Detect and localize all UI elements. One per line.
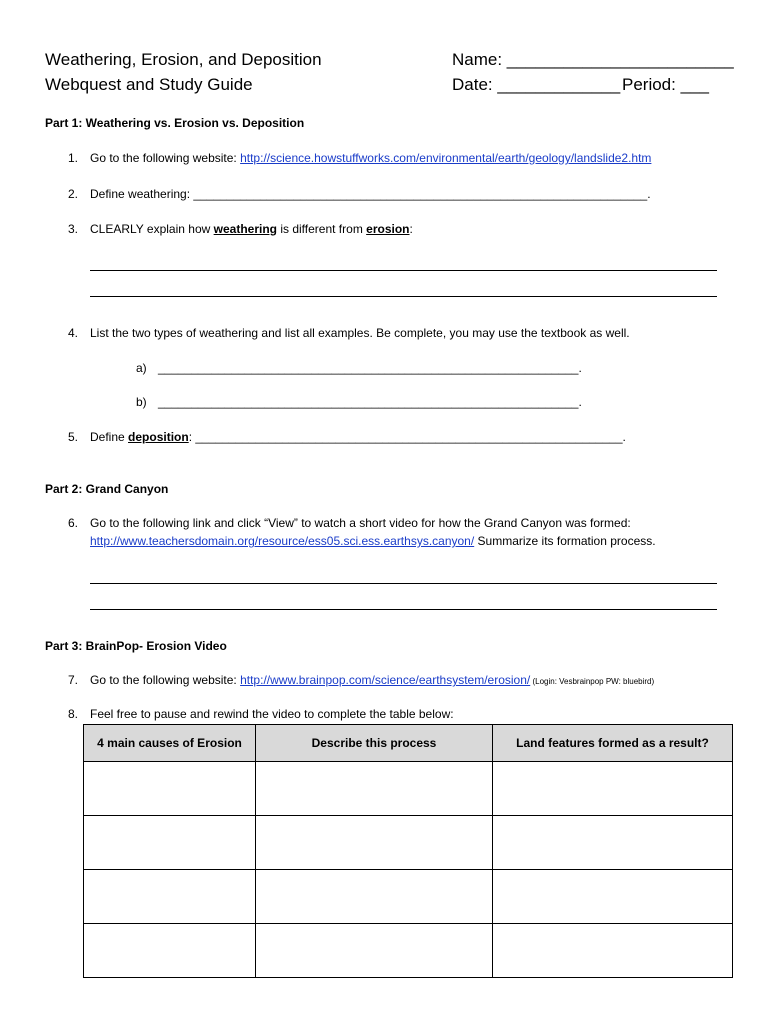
erosion-table [83, 724, 733, 978]
question-1 [68, 151, 651, 165]
table-header-row [84, 725, 733, 762]
title-line-2: Webquest and Study Guide [45, 75, 253, 94]
question-4 [68, 326, 630, 340]
question-6 [68, 516, 631, 530]
question-number: 6. [68, 516, 79, 530]
question-text: List the two types of weathering and list all examples. Be complete, you may use the textbook as well. [90, 326, 630, 340]
date-field: Date: _____________ [452, 75, 621, 94]
question-8 [68, 707, 454, 721]
answer-line[interactable] [90, 583, 717, 584]
brainpop-link[interactable]: http://www.brainpop.com/science/earthsystem/erosion/ [240, 673, 531, 687]
table-cell[interactable] [256, 762, 493, 816]
sub-label: a) [136, 361, 147, 375]
question-text: Feel free to pause and rewind the video to complete the table below: [90, 707, 454, 721]
table-cell[interactable] [493, 924, 733, 978]
table-row [84, 816, 733, 870]
question-text: Go to the following website: [90, 673, 241, 687]
keyword-deposition: deposition [128, 430, 189, 444]
part1-heading: Part 1: Weathering vs. Erosion vs. Deposition [45, 116, 305, 130]
answer-blank[interactable]: _______________________________________________________________. [158, 361, 582, 375]
column-header-describe: Describe this process [256, 725, 493, 762]
table-cell[interactable] [493, 762, 733, 816]
table-cell[interactable] [493, 870, 733, 924]
question-number: 2. [68, 187, 79, 201]
table-cell[interactable] [256, 870, 493, 924]
keyword-erosion: erosion [366, 222, 410, 236]
sub-label: b) [136, 395, 147, 409]
question-text: : [409, 222, 413, 236]
login-note: (Login: Vesbrainpop PW: bluebird) [530, 677, 655, 686]
answer-line[interactable] [90, 609, 717, 610]
answer-blank[interactable]: : ________________________________________________________________. [188, 430, 626, 444]
howstuffworks-link[interactable]: http://science.howstuffworks.com/environmental/earth/geology/landslide2.htm [240, 151, 652, 165]
table-cell[interactable] [84, 816, 256, 870]
table-row [84, 924, 733, 978]
question-4b [136, 395, 582, 409]
question-text: is different from [277, 222, 367, 236]
table-row [84, 870, 733, 924]
answer-line[interactable] [90, 270, 717, 271]
keyword-weathering: weathering [213, 222, 277, 236]
question-text: Go to the following link and click “View” to watch a short video for how the Grand Canyon was formed: [90, 516, 631, 530]
table-cell[interactable] [84, 870, 256, 924]
question-7 [68, 673, 654, 687]
answer-blank[interactable]: _______________________________________________________________. [158, 395, 582, 409]
table-cell[interactable] [493, 816, 733, 870]
answer-line[interactable] [90, 296, 717, 297]
table-cell[interactable] [256, 816, 493, 870]
question-text: Define [90, 430, 129, 444]
question-2 [68, 187, 651, 201]
question-4a [136, 361, 582, 375]
column-header-land-features: Land features formed as a result? [493, 725, 733, 762]
part3-heading: Part 3: BrainPop- Erosion Video [45, 639, 227, 653]
question-6-link-line [90, 534, 656, 548]
question-5 [68, 430, 626, 444]
table-cell[interactable] [256, 924, 493, 978]
question-3 [68, 222, 413, 236]
part2-heading: Part 2: Grand Canyon [45, 482, 169, 496]
period-field: Period: ___ [622, 75, 709, 94]
title-line-1: Weathering, Erosion, and Deposition [45, 50, 322, 69]
question-text: Go to the following website: [90, 151, 241, 165]
question-number: 3. [68, 222, 79, 236]
question-number: 4. [68, 326, 79, 340]
question-number: 7. [68, 673, 79, 687]
table-row [84, 762, 733, 816]
table-cell[interactable] [84, 924, 256, 978]
name-field: Name: ________________________ [452, 50, 734, 69]
question-text: CLEARLY explain how [90, 222, 214, 236]
question-number: 8. [68, 707, 79, 721]
table-cell[interactable] [84, 762, 256, 816]
question-number: 1. [68, 151, 79, 165]
question-text: Define weathering: ____________________________________________________________________. [90, 187, 651, 201]
question-text: Summarize its formation process. [474, 534, 656, 548]
question-number: 5. [68, 430, 79, 444]
column-header-causes: 4 main causes of Erosion [84, 725, 256, 762]
teachersdomain-link[interactable]: http://www.teachersdomain.org/resource/ess05.sci.ess.earthsys.canyon/ [90, 534, 475, 548]
